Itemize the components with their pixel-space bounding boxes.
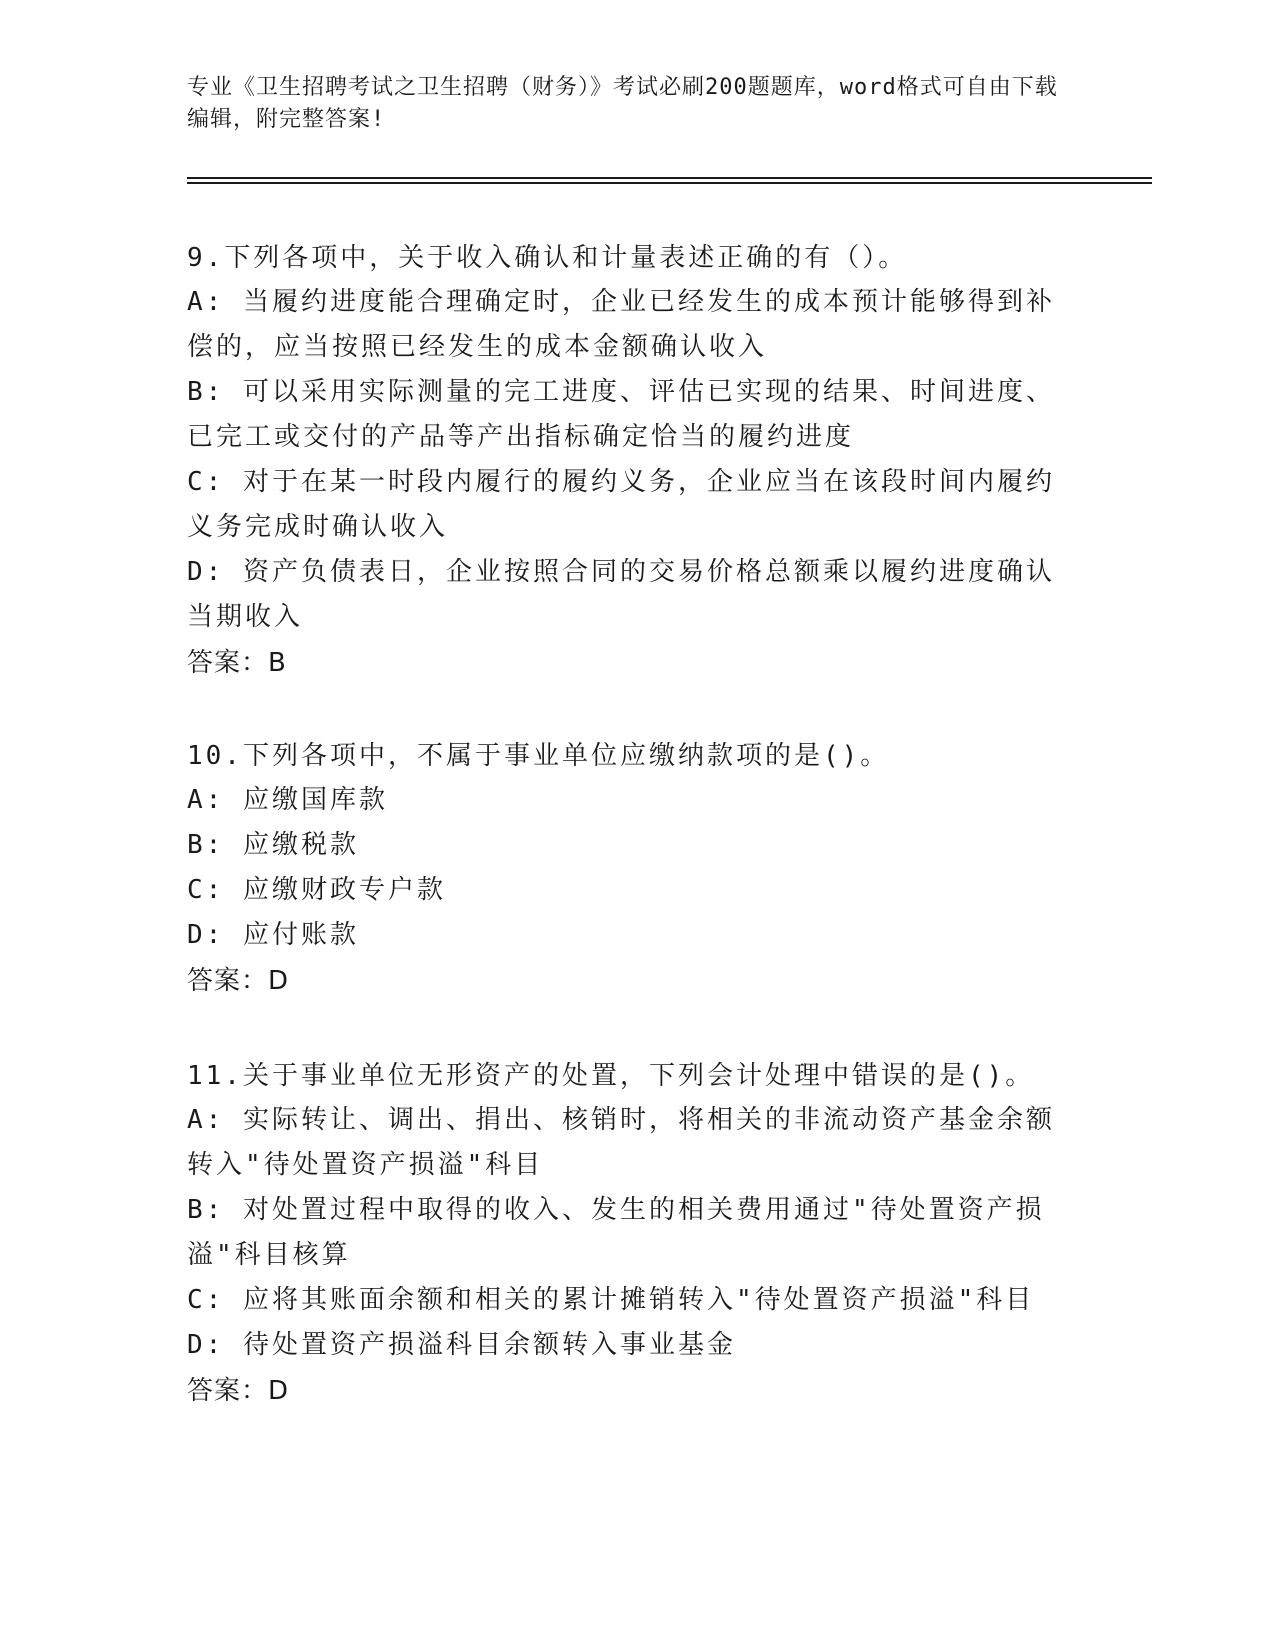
question-11 — [187, 1054, 1077, 1414]
option-b: B: 应缴税款 — [187, 830, 359, 860]
question-10 — [187, 734, 1077, 1004]
answer-label: 答案：B — [187, 648, 287, 678]
answer-label: 答案：D — [187, 1376, 290, 1406]
header-divider-top — [187, 177, 1152, 179]
question-stem: 10.下列各项中，不属于事业单位应缴纳款项的是()。 — [187, 741, 890, 771]
header-divider-bottom — [187, 182, 1152, 184]
question-stem: 11.关于事业单位无形资产的处置，下列会计处理中错误的是()。 — [187, 1061, 1035, 1091]
option-c: C: 对于在某一时段内履行的履约义务，企业应当在该段时间内履约义务完成时确认收入 — [187, 467, 1055, 542]
option-b: B: 可以采用实际测量的完工进度、评估已实现的结果、时间进度、已完工或交付的产品等产出指标确定恰当的履约进度 — [187, 377, 1055, 452]
option-a: A: 实际转让、调出、捐出、核销时，将相关的非流动资产基金余额转入"待处置资产损溢"科目 — [187, 1105, 1055, 1180]
question-stem: 9.下列各项中，关于收入确认和计量表述正确的有（）。 — [187, 243, 908, 273]
question-9 — [187, 236, 1077, 686]
document-header: 专业《卫生招聘考试之卫生招聘（财务）》考试必刷200题题库，word格式可自由下载编辑，附完整答案! — [187, 75, 1058, 132]
option-d: D: 资产负债表日，企业按照合同的交易价格总额乘以履约进度确认当期收入 — [187, 557, 1055, 632]
option-c: C: 应缴财政专户款 — [187, 875, 446, 905]
option-a: A: 应缴国库款 — [187, 785, 388, 815]
option-c: C: 应将其账面余额和相关的累计摊销转入"待处置资产损溢"科目 — [187, 1285, 1035, 1315]
option-d: D: 应付账款 — [187, 920, 359, 950]
option-a: A: 当履约进度能合理确定时，企业已经发生的成本预计能够得到补偿的，应当按照已经发生的成本金额确认收入 — [187, 287, 1055, 362]
option-b: B: 对处置过程中取得的收入、发生的相关费用通过"待处置资产损溢"科目核算 — [187, 1195, 1045, 1270]
answer-label: 答案：D — [187, 966, 290, 996]
option-d: D: 待处置资产损溢科目余额转入事业基金 — [187, 1330, 736, 1360]
